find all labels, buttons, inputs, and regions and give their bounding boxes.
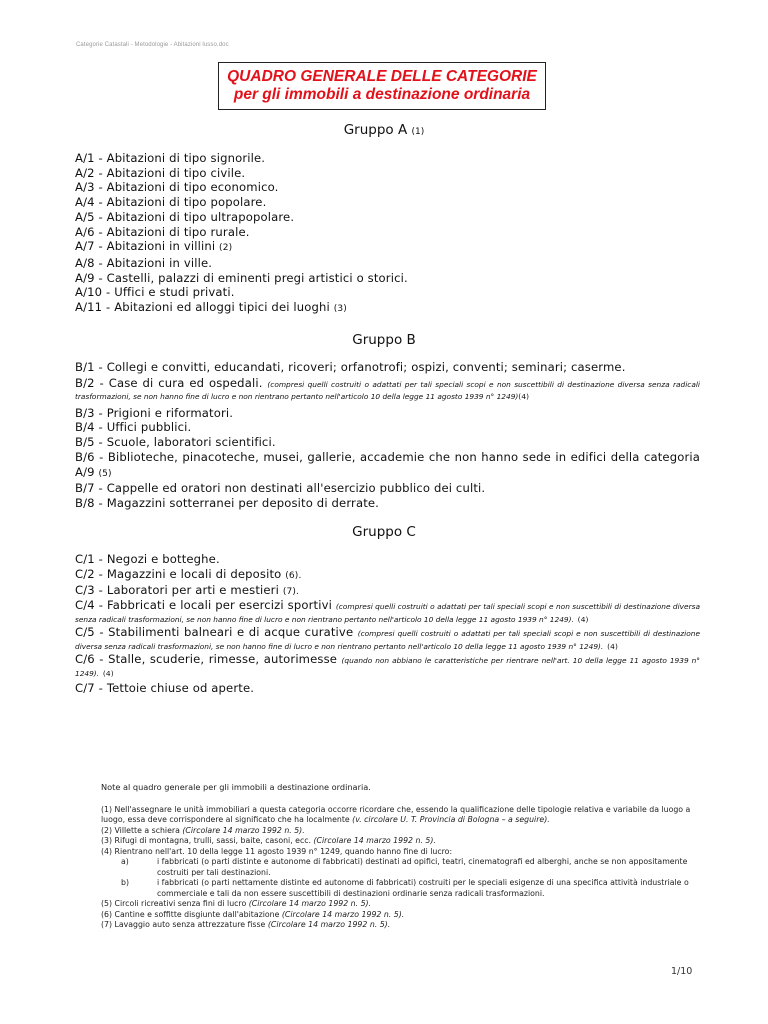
c6-note-ref: (4) [102,668,114,678]
b2-note: (compresi quelli costruiti o adattati per tali speciali scopi e non suscettibili di destinazione diversa senza radicali trasformazioni, se non hanno fine di lucro e non rientrano pertanto nell'articolo 10 della legge 11 agosto 1939 n° 1249) [75,379,700,402]
list-item-a5 [75,210,700,225]
c5-text: C/5 - Stabilimenti balneari e di acque curative [75,625,358,640]
a8-text: A/8 - Abitazioni in ville. [75,255,213,270]
c6-text: C/6 - Stalle, scuderie, rimesse, autorimesse [75,652,342,667]
group-b-list [75,360,700,511]
a7-note-ref: (2) [219,243,233,254]
list-item-c4 [75,600,700,625]
note-6 [101,910,699,921]
c5-note-ref: (4) [607,641,619,651]
group-c-heading [0,524,768,540]
a5-text: A/5 - Abitazioni di tipo ultrapopolare. [75,209,295,224]
c4-note: (compresi quelli costruiti o adattati per tali speciali scopi e non suscettibili di destinazione diversa senza radicali trasformazioni, se non hanno fine di lucro e non rientrano pertanto nell'articolo 10 della legge 11 agosto 1939 n° 1249). [75,602,700,624]
c4-note-ref: (4) [577,614,589,624]
c2-note-ref: (6). [285,570,302,581]
a2-text: A/2 - Abitazioni di tipo civile. [75,165,246,180]
list-item-a4 [75,195,700,210]
note-4a [101,857,699,878]
list-item-b6 [75,450,700,481]
note-5 [101,899,699,910]
title-box [218,62,546,110]
note-4b-text: i fabbricati (o parti nettamente distinte ed autonome di fabbricati) costruiti per le speciali esigenze di una specifica attività industriale o commerciale e tali da non essere suscettibili di destinazioni ordinarie senza radicali trasformazioni. [157,878,689,898]
note-4b-label: b) [121,878,129,887]
list-item-b8: B/8 - Magazzini sotterranei per deposito di derrate. [75,495,380,510]
a1-text: A/1 - Abitazioni di tipo signorile. [75,151,266,165]
list-item-b1: B/1 - Collegi e convitti, educandati, ricoveri; orfanotrofi; ospizi, conventi; seminari; caserme. [75,360,626,374]
note-7 [101,920,699,931]
group-b-title: Gruppo B [352,332,416,348]
group-a-list [75,151,700,317]
c6-note: (quando non abbiano le caratteristiche per rientrare nell'art. 10 della legge 11 agosto 1939 n° 1249). [75,656,700,678]
note-5-ref: (Circolare 14 marzo 1992 n. 5). [248,899,372,908]
list-item-c1: C/1 - Negozi e botteghe. [75,552,220,566]
list-item-b2 [75,375,700,403]
note-4b [101,878,699,899]
note-5-text: (5) Circoli ricreativi senza fini di lucro [101,899,249,908]
notes-section [101,782,699,931]
a6-text: A/6 - Abitazioni di tipo rurale. [75,224,250,239]
title-line-2: per gli immobili a destinazione ordinaria [233,86,531,103]
list-item-a2 [75,166,700,181]
page-number: 1/10 [671,966,693,977]
list-item-a9 [75,271,700,286]
list-item-a1 [75,151,700,166]
note-4: (4) Rientrano nell'art. 10 della legge 11 agosto 1939 n° 1249, quando hanno fine di lucro: [101,846,453,856]
a9-text: A/9 - Castelli, palazzi di eminenti pregi artistici o storici. [75,270,408,285]
group-c-title: Gruppo C [352,524,416,540]
a10-text: A/10 - Uffici e studi privati. [75,285,235,300]
note-7-ref: (Circolare 14 marzo 1992 n. 5). [267,920,391,929]
list-item-a10 [75,285,700,300]
note-3 [101,836,699,847]
group-a-title: Gruppo A [343,122,408,138]
note-3-text: (3) Rifugi di montagna, trulli, sassi, baite, casoni, ecc. [101,836,314,845]
document-filename: Categorie Catastali - Metodologie - Abitazioni lusso.doc [76,42,229,48]
list-item-c7: C/7 - Tettoie chiuse od aperte. [75,681,255,696]
note-4a-text: i fabbricati (o parti distinte e autonome di fabbricati) destinati ad opifici, teatri, cinematografi ed alberghi, anche se non appositamente costruiti per tali destinazioni. [157,857,688,877]
c3-note-ref: (7). [282,587,300,598]
note-2-ref: (Circolare 14 marzo 1992 n. 5). [182,825,305,835]
a11-note-ref: (3) [333,304,347,315]
list-item-b4: B/4 - Uffici pubblici. [75,420,192,435]
title-line-1: QUADRO GENERALE DELLE CATEGORIE [227,68,537,85]
a4-text: A/4 - Abitazioni di tipo popolare. [75,195,267,210]
list-item-b7: B/7 - Cappelle ed oratori non destinati all'esercizio pubblico dei culti. [75,481,486,496]
c5-note: (compresi quelli costruiti o adattati per tali speciali scopi e non suscettibili di destinazione diversa senza radicali trasformazioni, se non hanno fine di lucro e non rientrano pertanto nell'articolo 10 della legge 11 agosto 1939 n° 1249). [75,629,700,651]
list-item-c5 [75,627,700,652]
list-item-b5: B/5 - Scuole, laboratori scientifici. [75,435,276,450]
b2-note-ref: (4) [518,392,530,402]
note-2-text: (2) Villette a schiera [101,825,183,835]
note-6-text: (6) Cantine e soffitte disgiunte dall'abitazione [101,909,282,919]
note-7-text: (7) Lavaggio auto senza attrezzature fisse [101,920,268,929]
note-2 [101,826,699,837]
b2-text: B/2 - Case di cura ed ospedali. [75,375,263,390]
c2-text: C/2 - Magazzini e locali di deposito [75,566,286,581]
group-b-heading [0,332,768,348]
group-a-note-ref: (1) [411,127,425,137]
list-item-c2 [75,567,700,584]
note-4a-label: a) [121,857,129,866]
note-1 [101,805,699,826]
list-item-a7 [75,239,700,256]
c4-text: C/4 - Fabbricati e locali per esercizi sportivi [75,598,336,613]
note-3-ref: (Circolare 14 marzo 1992 n. 5). [313,836,436,845]
list-item-c6 [75,654,700,679]
list-item-a11 [75,300,700,317]
b6-note-ref: (5) [98,468,112,479]
group-a-heading [0,122,768,138]
c3-text: C/3 - Laboratori per arti e mestieri [75,583,283,598]
a7-text: A/7 - Abitazioni in villini [75,239,220,254]
list-item-a8 [75,256,700,271]
list-item-a3 [75,180,700,195]
a11-text: A/11 - Abitazioni ed alloggi tipici dei luoghi [75,300,334,315]
group-c-list [75,552,700,696]
note-1-ref: (v. circolare U. T. Provincia di Bologna – a seguire). [352,815,550,824]
list-item-b3: B/3 - Prigioni e riformatori. [75,405,234,420]
a3-text: A/3 - Abitazioni di tipo economico. [75,180,279,195]
note-6-ref: (Circolare 14 marzo 1992 n. 5). [281,909,405,919]
b6-text: B/6 - Biblioteche, pinacoteche, musei, gallerie, accademie che non hanno sede in edifici della categoria A/9 [75,449,700,479]
list-item-a6 [75,225,700,240]
notes-intro: Note al quadro generale per gli immobili a destinazione ordinaria. [101,782,371,792]
note-1-text: (1) Nell'assegnare le unità immobiliari a questa categoria occorre ricordare che, essendo la qualificazione delle tipologie relativa e variabile da luogo a luogo, essa deve corrispondere al significato che ha localmente [101,804,691,824]
